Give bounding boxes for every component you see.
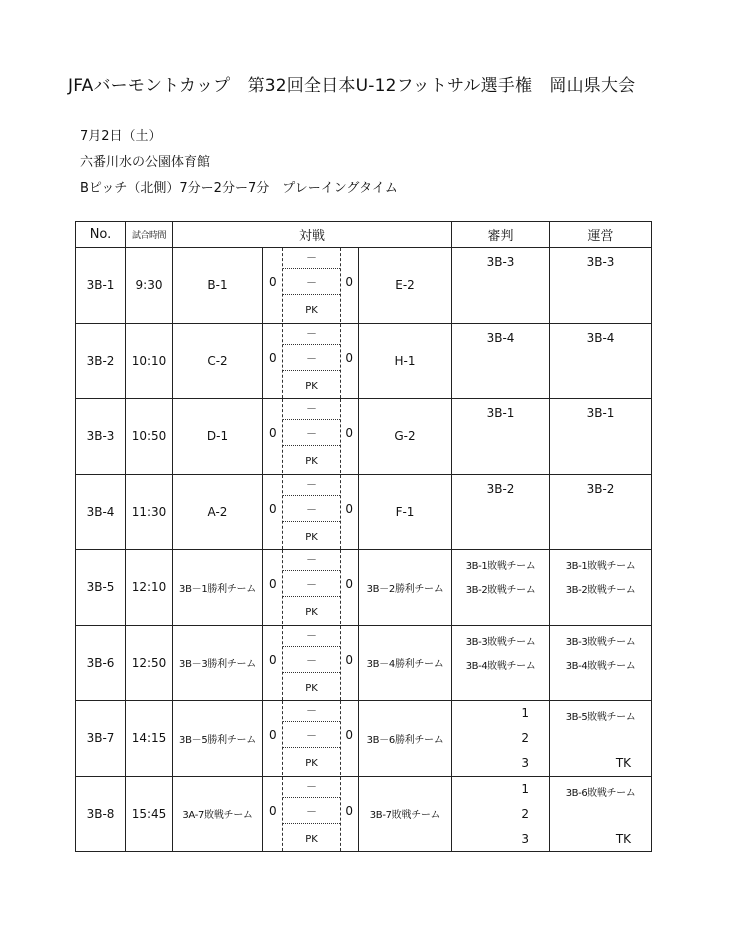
score-line-2 [283, 596, 340, 597]
score-right: 0 [345, 652, 353, 667]
page-title: JFAバーモントカップ 第32回全日本U-12フットサル選手権 岡山県大会 [68, 76, 636, 96]
score-dash-top: － [306, 402, 317, 416]
operation-cell [550, 248, 652, 324]
score-left: 0 [269, 501, 277, 516]
team-b: E-2 [359, 248, 452, 324]
team-a: 3B－1勝利チーム [173, 550, 263, 626]
operation-value-1: 3B-1敗戦チーム [565, 561, 636, 573]
table-row [76, 399, 652, 475]
score-dash-top: － [306, 251, 317, 265]
score-block [263, 474, 359, 550]
score-divider-right [340, 399, 341, 473]
pk-label: PK [305, 607, 318, 619]
operation-value: 3B-4 [586, 330, 615, 345]
event-venue: 六番川水の公園体育館 [80, 155, 211, 170]
score-block [263, 550, 359, 626]
score-line-2 [283, 445, 340, 446]
referee-cell [452, 248, 550, 324]
referee-cell [452, 323, 550, 399]
team-b: 3B-7敗戦チーム [359, 776, 452, 852]
score-right: 0 [345, 803, 353, 818]
score-block [263, 776, 359, 852]
operation-value: 3B-1 [586, 406, 615, 421]
score-right: 0 [345, 275, 353, 290]
operation-cell [550, 625, 652, 701]
score-line-1 [283, 419, 340, 420]
score-block [263, 248, 359, 324]
table-row [76, 550, 652, 626]
score-dash-mid: － [306, 729, 317, 743]
schedule-table [75, 221, 652, 852]
score-right: 0 [345, 728, 353, 743]
score-line-1 [283, 797, 340, 798]
referee-value: 3B-4 [486, 330, 515, 345]
operation-value-2: 3B-2敗戦チーム [565, 585, 636, 597]
match-no: 3B-4 [76, 474, 126, 550]
team-a: 3B－5勝利チーム [173, 701, 263, 777]
referee-cell [452, 550, 550, 626]
pk-label: PK [305, 380, 318, 392]
operation-tk: TK [615, 756, 632, 771]
team-b: 3B－4勝利チーム [359, 625, 452, 701]
score-left: 0 [269, 426, 277, 441]
score-block [263, 625, 359, 701]
referee-value: 3B-3 [486, 255, 515, 270]
score-left: 0 [269, 350, 277, 365]
team-b: G-2 [359, 399, 452, 475]
referee-value: 3B-2 [486, 481, 515, 496]
referee-slot-3: 3 [521, 831, 530, 846]
score-divider-right [340, 626, 341, 700]
score-dash-top: － [306, 553, 317, 567]
operation-value: 3B-2 [586, 481, 615, 496]
score-block [263, 323, 359, 399]
event-date: 7月2日（土） [80, 129, 162, 144]
score-left: 0 [269, 275, 277, 290]
score-right: 0 [345, 501, 353, 516]
score-line-1 [283, 495, 340, 496]
score-divider-right [340, 475, 341, 549]
operation-value-2: 3B-4敗戦チーム [565, 660, 636, 672]
referee-slot-1: 1 [521, 781, 530, 796]
score-dash-top: － [306, 779, 317, 793]
match-time: 10:10 [126, 323, 173, 399]
match-time: 10:50 [126, 399, 173, 475]
referee-slot-1: 1 [521, 706, 530, 721]
score-dash-top: － [306, 704, 317, 718]
referee-value-2: 3B-2敗戦チーム [465, 585, 536, 597]
score-line-2 [283, 521, 340, 522]
score-block [263, 399, 359, 475]
match-no: 3B-3 [76, 399, 126, 475]
operation-cell [550, 399, 652, 475]
table-row [76, 474, 652, 550]
referee-slot-2: 2 [521, 731, 530, 746]
score-left: 0 [269, 577, 277, 592]
operation-tk: TK [615, 831, 632, 846]
score-dash-mid: － [306, 804, 317, 818]
score-divider-right [340, 248, 341, 322]
match-time: 12:10 [126, 550, 173, 626]
score-left: 0 [269, 803, 277, 818]
score-dash-mid: － [306, 427, 317, 441]
header-operation: 運営 [550, 222, 652, 248]
operation-cell [550, 776, 652, 852]
score-divider-right [340, 777, 341, 851]
referee-value-2: 3B-4敗戦チーム [465, 660, 536, 672]
team-a: 3B－3勝利チーム [173, 625, 263, 701]
header-match: 対戦 [173, 222, 452, 248]
match-time: 15:45 [126, 776, 173, 852]
pk-label: PK [305, 305, 318, 317]
score-line-1 [283, 344, 340, 345]
team-b: 3B－2勝利チーム [359, 550, 452, 626]
score-dash-mid: － [306, 276, 317, 290]
team-b: F-1 [359, 474, 452, 550]
score-left: 0 [269, 652, 277, 667]
score-right: 0 [345, 426, 353, 441]
score-dash-top: － [306, 628, 317, 642]
score-divider-right [340, 550, 341, 624]
match-no: 3B-5 [76, 550, 126, 626]
referee-value-1: 3B-3敗戦チーム [465, 636, 536, 648]
match-no: 3B-6 [76, 625, 126, 701]
pk-label: PK [305, 531, 318, 543]
score-line-1 [283, 721, 340, 722]
operation-cell [550, 550, 652, 626]
table-row [76, 625, 652, 701]
team-a: B-1 [173, 248, 263, 324]
score-dash-mid: － [306, 578, 317, 592]
score-dash-mid: － [306, 351, 317, 365]
operation-value-1: 3B-3敗戦チーム [565, 636, 636, 648]
match-time: 9:30 [126, 248, 173, 324]
score-divider-right [340, 324, 341, 398]
referee-value: 3B-1 [486, 406, 515, 421]
score-block [263, 701, 359, 777]
operation-cell [550, 701, 652, 777]
match-time: 11:30 [126, 474, 173, 550]
score-dash-mid: － [306, 653, 317, 667]
score-line-2 [283, 672, 340, 673]
match-time: 14:15 [126, 701, 173, 777]
score-right: 0 [345, 577, 353, 592]
score-divider-right [340, 701, 341, 775]
header-time: 試合時間 [126, 222, 173, 248]
pk-label: PK [305, 758, 318, 770]
referee-cell [452, 474, 550, 550]
score-line-1 [283, 570, 340, 571]
table-header-row [76, 222, 652, 248]
score-line-2 [283, 823, 340, 824]
referee-cell [452, 776, 550, 852]
match-no: 3B-1 [76, 248, 126, 324]
referee-cell [452, 625, 550, 701]
match-no: 3B-8 [76, 776, 126, 852]
referee-slot-2: 2 [521, 806, 530, 821]
team-a: A-2 [173, 474, 263, 550]
score-line-2 [283, 294, 340, 295]
pk-label: PK [305, 682, 318, 694]
referee-value-1: 3B-1敗戦チーム [465, 561, 536, 573]
pk-label: PK [305, 456, 318, 468]
score-right: 0 [345, 350, 353, 365]
table-row [76, 701, 652, 777]
operation-value-1: 3B-5敗戦チーム [565, 712, 636, 724]
operation-value: 3B-3 [586, 255, 615, 270]
score-dash-top: － [306, 326, 317, 340]
team-b: 3B－6勝利チーム [359, 701, 452, 777]
score-line-2 [283, 747, 340, 748]
pitch-info: Bピッチ（北側）7分ー2分ー7分 プレーイングタイム [80, 181, 398, 196]
referee-slot-3: 3 [521, 756, 530, 771]
score-line-1 [283, 646, 340, 647]
operation-cell [550, 323, 652, 399]
score-line-2 [283, 370, 340, 371]
operation-cell [550, 474, 652, 550]
team-a: D-1 [173, 399, 263, 475]
score-dash-mid: － [306, 502, 317, 516]
score-dash-top: － [306, 477, 317, 491]
team-a: C-2 [173, 323, 263, 399]
pk-label: PK [305, 833, 318, 845]
match-no: 3B-7 [76, 701, 126, 777]
table-row [76, 323, 652, 399]
header-referee: 審判 [452, 222, 550, 248]
score-left: 0 [269, 728, 277, 743]
match-time: 12:50 [126, 625, 173, 701]
team-b: H-1 [359, 323, 452, 399]
table-row [76, 248, 652, 324]
referee-cell [452, 701, 550, 777]
referee-cell [452, 399, 550, 475]
team-a: 3A-7敗戦チーム [173, 776, 263, 852]
match-no: 3B-2 [76, 323, 126, 399]
header-no: No. [76, 222, 126, 248]
operation-value-1: 3B-6敗戦チーム [565, 787, 636, 799]
table-row [76, 776, 652, 852]
score-line-1 [283, 268, 340, 269]
